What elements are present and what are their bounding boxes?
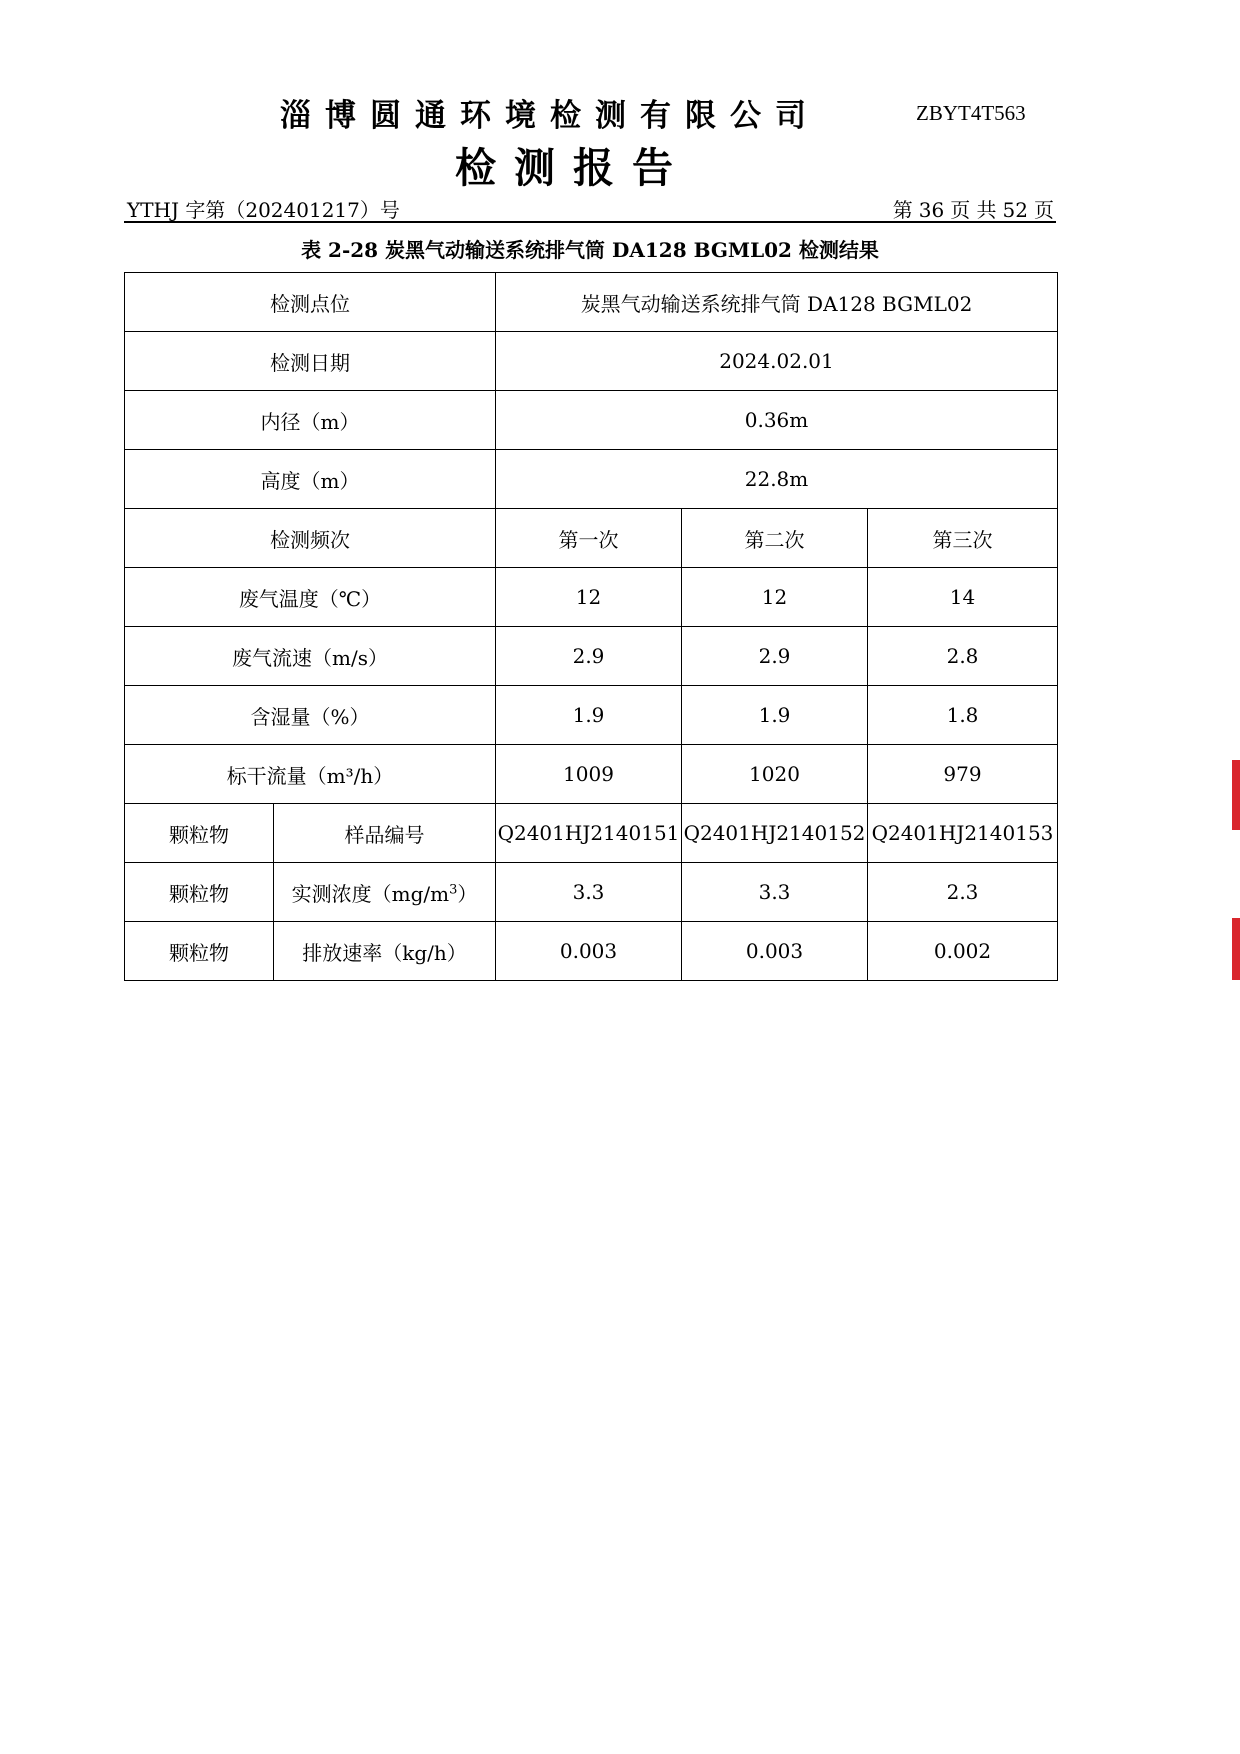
particulate-category-cell: 颗粒物 (125, 804, 274, 863)
temperature-value-cell: 14 (868, 568, 1058, 627)
temperature-value-cell: 12 (682, 568, 868, 627)
concentration-label-close: ） (457, 881, 478, 906)
velocity-value-cell: 2.9 (682, 627, 868, 686)
page-indicator (887, 194, 1054, 223)
table-row (125, 745, 1058, 804)
emission-rate-label-cell: 排放速率（kg/h） (274, 922, 496, 981)
date-value-cell: 2024.02.01 (496, 332, 1058, 391)
sample-id-cell: Q2401HJ2140153 (868, 804, 1058, 863)
table-row (125, 509, 1058, 568)
report-title: 检测报告 (455, 144, 691, 192)
flow-value-cell: 1009 (496, 745, 682, 804)
table-row (125, 332, 1058, 391)
header-rule (124, 221, 1056, 223)
table-row (125, 273, 1058, 332)
page-prefix: 第 (892, 198, 913, 222)
table-row (125, 686, 1058, 745)
concentration-value-cell: 3.3 (682, 863, 868, 922)
concentration-label-superscript: 3 (449, 881, 458, 897)
sample-id-cell: Q2401HJ2140152 (682, 804, 868, 863)
velocity-value-cell: 2.9 (496, 627, 682, 686)
temperature-label-cell: 废气温度（℃） (125, 568, 496, 627)
frequency-cell: 第一次 (496, 509, 682, 568)
page-current: 36 (918, 198, 945, 222)
concentration-value-cell: 3.3 (496, 863, 682, 922)
concentration-value-cell: 2.3 (868, 863, 1058, 922)
particulate-category-cell: 颗粒物 (125, 863, 274, 922)
table-caption: 表 2-28 炭黑气动输送系统排气筒 DA128 BGML02 检测结果 (301, 238, 879, 262)
page-total: 52 (1002, 198, 1028, 222)
results-table (124, 272, 1058, 981)
table-row (125, 863, 1058, 922)
concentration-label-cell (274, 863, 496, 922)
flow-value-cell: 979 (868, 745, 1058, 804)
table-row (125, 568, 1058, 627)
emission-rate-value-cell: 0.002 (868, 922, 1058, 981)
sample-label-cell: 样品编号 (274, 804, 496, 863)
moisture-value-cell: 1.8 (868, 686, 1058, 745)
report-reference-number: YTHJ 字第（202401217）号 (127, 198, 400, 222)
document-code: ZBYT4T563 (916, 101, 1026, 125)
moisture-value-cell: 1.9 (496, 686, 682, 745)
frequency-cell: 第二次 (682, 509, 868, 568)
date-label-cell: 检测日期 (125, 332, 496, 391)
diameter-value-cell: 0.36m (496, 391, 1058, 450)
page-mid: 页 共 (950, 198, 997, 222)
frequency-label-cell: 检测频次 (125, 509, 496, 568)
temperature-value-cell: 12 (496, 568, 682, 627)
moisture-value-cell: 1.9 (682, 686, 868, 745)
concentration-label-text: 实测浓度（mg/m (291, 881, 450, 906)
flow-value-cell: 1020 (682, 745, 868, 804)
height-label-cell: 高度（m） (125, 450, 496, 509)
height-value-cell: 22.8m (496, 450, 1058, 509)
emission-rate-value-cell: 0.003 (496, 922, 682, 981)
table-row (125, 450, 1058, 509)
page-suffix: 页 (1034, 198, 1054, 222)
point-value-cell: 炭黑气动输送系统排气筒 DA128 BGML02 (496, 273, 1058, 332)
table-row (125, 804, 1058, 863)
emission-rate-value-cell: 0.003 (682, 922, 868, 981)
table-row (125, 922, 1058, 981)
velocity-label-cell: 废气流速（m/s） (125, 627, 496, 686)
diameter-label-cell: 内径（m） (125, 391, 496, 450)
company-name: 淄博圆通环境检测有限公司 (280, 98, 820, 134)
velocity-value-cell: 2.8 (868, 627, 1058, 686)
particulate-category-cell: 颗粒物 (125, 922, 274, 981)
frequency-cell: 第三次 (868, 509, 1058, 568)
seal-stamp-edge (1232, 918, 1240, 980)
point-label-cell: 检测点位 (125, 273, 496, 332)
table-row (125, 627, 1058, 686)
flow-label-cell: 标干流量（m³/h） (125, 745, 496, 804)
moisture-label-cell: 含湿量（%） (125, 686, 496, 745)
seal-stamp-edge (1232, 760, 1240, 830)
table-row (125, 391, 1058, 450)
sample-id-cell: Q2401HJ2140151 (496, 804, 682, 863)
